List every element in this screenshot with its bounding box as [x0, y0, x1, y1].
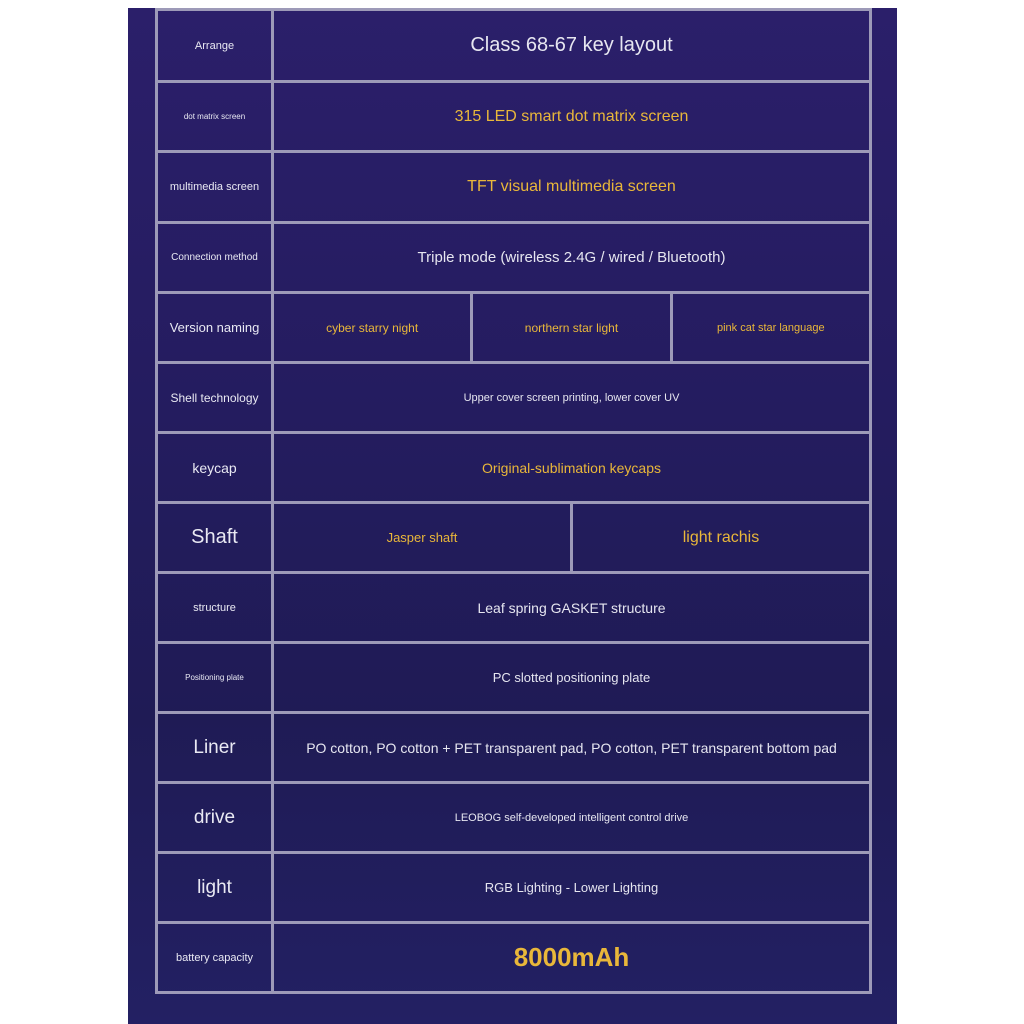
row-value-light: RGB Lighting - Lower Lighting	[273, 853, 871, 923]
table-row	[157, 923, 871, 993]
table-row	[157, 433, 871, 503]
row-label-dot-matrix: dot matrix screen	[157, 82, 273, 152]
row-value-multimedia: TFT visual multimedia screen	[273, 152, 871, 223]
row-label-liner: Liner	[157, 713, 273, 783]
row-label-connection: Connection method	[157, 223, 273, 293]
table-row	[157, 10, 871, 82]
table-row	[157, 503, 871, 573]
row-label-shaft: Shaft	[157, 503, 273, 573]
row-label-arrange: Arrange	[157, 10, 273, 82]
row-value-battery: 8000mAh	[273, 923, 871, 993]
table-row	[157, 573, 871, 643]
row-value-shell: Upper cover screen printing, lower cover UV	[273, 363, 871, 433]
row-value-drive: LEOBOG self-developed intelligent control drive	[273, 783, 871, 853]
table-row	[157, 152, 871, 223]
row-value-positioning-plate: PC slotted positioning plate	[273, 643, 871, 713]
table-row	[157, 783, 871, 853]
row-label-battery: battery capacity	[157, 923, 273, 993]
shaft-light-rachis: light rachis	[571, 503, 870, 573]
table-row	[157, 363, 871, 433]
row-label-light: light	[157, 853, 273, 923]
row-value-connection: Triple mode (wireless 2.4G / wired / Bluetooth)	[273, 223, 871, 293]
row-label-structure: structure	[157, 573, 273, 643]
row-label-drive: drive	[157, 783, 273, 853]
row-value-layout: Class 68-67 key layout	[273, 10, 871, 82]
row-label-positioning-plate: Positioning plate	[157, 643, 273, 713]
table-row	[157, 643, 871, 713]
row-label-keycap: keycap	[157, 433, 273, 503]
version-cyber-starry-night: cyber starry night	[273, 293, 472, 363]
shaft-jasper: Jasper shaft	[273, 503, 572, 573]
row-value-liner: PO cotton, PO cotton + PET transparent pad, PO cotton, PET transparent bottom pad	[273, 713, 871, 783]
row-label-version: Version naming	[157, 293, 273, 363]
table-row	[157, 223, 871, 293]
version-northern-star-light: northern star light	[472, 293, 671, 363]
row-label-multimedia: multimedia screen	[157, 152, 273, 223]
table-row	[157, 293, 871, 363]
version-pink-cat-star-language: pink cat star language	[671, 293, 870, 363]
row-value-keycap: Original-sublimation keycaps	[273, 433, 871, 503]
spec-table	[155, 8, 872, 994]
table-row	[157, 82, 871, 152]
table-row	[157, 713, 871, 783]
row-value-dot-matrix: 315 LED smart dot matrix screen	[273, 82, 871, 152]
row-value-structure: Leaf spring GASKET structure	[273, 573, 871, 643]
row-label-shell: Shell technology	[157, 363, 273, 433]
table-row	[157, 853, 871, 923]
